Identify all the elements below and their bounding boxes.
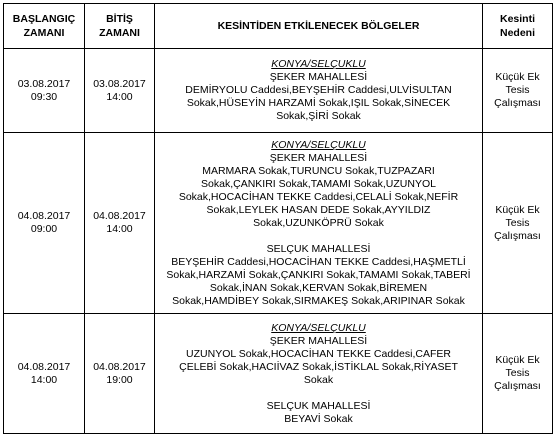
header-start-time: BAŞLANGIÇ ZAMANI [4,4,85,49]
street-list-line: Sokak,ŞİRİ Sokak [276,110,361,122]
start-time-cell [4,49,85,133]
start-date: 04.08.2017 [17,210,71,222]
start-time-cell [4,133,85,314]
end-time-cell [85,314,155,434]
regions-cell [155,49,483,133]
table-row [4,314,553,434]
neighborhood-name: ŞEKER MAHALLESİ [269,151,368,164]
regions-cell [155,133,483,314]
reason-line: Küçük Ek [495,354,540,366]
reason-line: Tesis [505,367,530,379]
block-spacer [157,387,480,400]
regions-cell [155,314,483,434]
street-list-line: Sokak,ÇANKIRI Sokak,TAMAMI Sokak,UZUNYOL [201,177,436,190]
street-list-line: DEMİRYOLU Caddesi,BEYŞEHİR Caddesi,ULVİSULTAN [185,84,452,96]
header-outage-reason: Kesinti Nedeni [483,4,553,49]
table-row [4,133,553,314]
start-time-cell [4,314,85,434]
reason-line: Çalışması [494,97,541,109]
city-name: KONYA/SELÇUKLU [271,321,366,334]
start-hour: 14:00 [30,373,58,386]
header-affected-regions: KESİNTİDEN ETKİLENECEK BÖLGELER [155,4,483,49]
reason-cell [483,49,553,133]
city-name: KONYA/SELÇUKLU [271,138,366,151]
street-list-line: Sokak,LEYLEK HASAN DEDE Sokak,AYYILDIZ [206,203,431,216]
neighborhood-name: SELÇUK MAHALLESİ [266,399,371,412]
end-hour: 19:00 [106,373,133,386]
reason-line: Küçük Ek [495,71,540,83]
neighborhood-name: ŞEKER MAHALLESİ [269,71,368,83]
reason-line: Tesis [505,84,530,96]
street-list-line: ÇELEBİ Sokak,HACIİVAZ Sokak,İSTİKLAL Sokak,RİYASET [179,360,458,373]
street-list-line: Sokak,HOCACİHAN TEKKE Caddesi,CELALİ Sokak,NEFİR [178,190,459,203]
street-list-line: Sokak,HAMDİBEY Sokak,SIRMAKEŞ Sokak,ARIPINAR Sokak [172,294,465,307]
city-name: KONYA/SELÇUKLU [271,58,366,70]
outage-table [3,3,553,434]
start-hour: 09:30 [30,90,58,103]
street-list-line: Sokak [303,373,334,386]
start-date: 03.08.2017 [17,77,71,90]
reason-cell [483,314,553,434]
street-list-line: Sokak,UZUNKÖPRÜ Sokak [253,216,384,229]
street-list-line: UZUNYOL Sokak,HOCACİHAN TEKKE Caddesi,CAFER [186,347,451,360]
end-date: 04.08.2017 [93,360,146,373]
reason-line: Tesis [505,216,530,229]
street-list-line: MARMARA Sokak,TURUNCU Sokak,TUZPAZARI [202,164,435,177]
block-spacer [157,230,480,243]
street-list-line: Sokak,İNAN Sokak,KERVAN Sokak,BİREMEN [209,281,428,294]
neighborhood-name: ŞEKER MAHALLESİ [269,334,368,347]
reason-line: Çalışması [494,380,541,392]
neighborhood-name: SELÇUK MAHALLESİ [266,242,371,255]
end-hour: 14:00 [106,90,133,103]
end-time-cell [85,49,155,133]
header-end-time: BİTİŞ ZAMANI [85,4,155,49]
header-row [4,4,553,49]
reason-line: Küçük Ek [495,203,540,216]
start-date: 04.08.2017 [17,360,71,373]
street-list-line: Sokak,HÜSEYİN HARZAMİ Sokak,IŞIL Sokak,SİNECEK [186,97,451,109]
street-list-line: Sokak,HARZAMİ Sokak,ÇANKIRI Sokak,TAMAMI Sokak,TABERİ [166,268,471,281]
end-date: 03.08.2017 [93,77,146,90]
street-list-line: BEYAVİ Sokak [284,412,353,425]
reason-cell [483,133,553,314]
table-row [4,49,553,133]
reason-line: Çalışması [494,229,541,242]
end-time-cell [85,133,155,314]
end-hour: 14:00 [106,223,133,235]
street-list-line: BEYŞEHİR Caddesi,HOCACİHAN TEKKE Caddesi,HAŞMETLİ [171,255,466,268]
end-date: 04.08.2017 [93,210,146,222]
start-hour: 09:00 [30,223,58,235]
